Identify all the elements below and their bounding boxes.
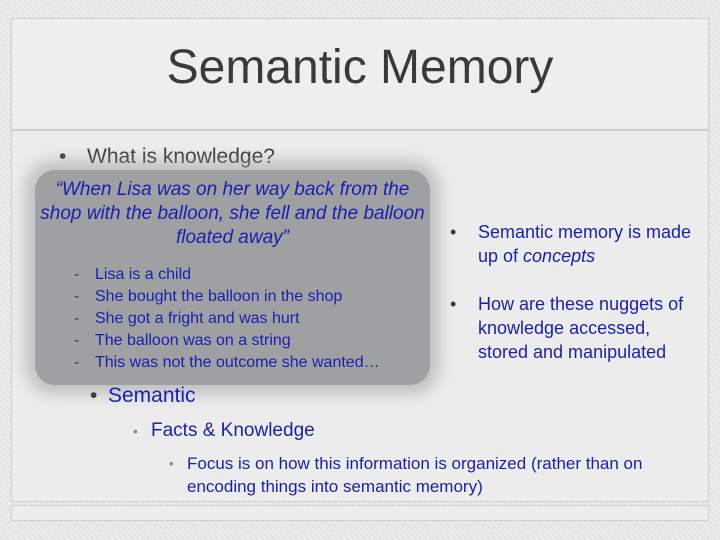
semantic-text: Semantic <box>108 384 196 407</box>
question-text: What is knowledge? <box>87 145 275 168</box>
bullet-icon: • <box>450 294 457 314</box>
dash-icon: - <box>74 332 80 349</box>
story-quote: “When Lisa was on her way back from the shop with the balloon, she fell and the balloon floated away” <box>40 179 425 248</box>
question-bullet <box>59 145 275 169</box>
list-item <box>74 352 380 374</box>
right-points-list <box>450 220 695 388</box>
dash-icon: - <box>74 266 80 283</box>
nuggets-point: How are these nuggets of knowledge accessed, stored and manipulated <box>478 294 684 362</box>
bullet-icon: • <box>450 222 457 242</box>
focus-bullet <box>169 452 679 498</box>
concepts-point-prefix: Semantic memory is made up of <box>478 222 692 266</box>
footer-frame <box>11 505 709 521</box>
story-point: The balloon was on a string <box>95 332 291 349</box>
story-point: She got a fright and was hurt <box>95 310 300 327</box>
list-item <box>74 286 380 308</box>
dash-icon: - <box>74 288 80 305</box>
concepts-emphasis: concepts <box>523 246 596 266</box>
facts-text: Facts & Knowledge <box>151 420 315 441</box>
story-point: Lisa is a child <box>95 266 192 283</box>
list-item <box>450 292 695 364</box>
dash-icon: - <box>74 354 80 371</box>
semantic-bullet <box>90 384 196 408</box>
dash-icon: - <box>74 310 80 327</box>
story-point: She bought the balloon in the shop <box>95 288 343 305</box>
slide-title: Semantic Memory <box>166 41 554 94</box>
list-item <box>74 308 380 330</box>
story-point: This was not the outcome she wanted… <box>95 354 380 371</box>
list-item <box>450 220 695 268</box>
bullet-icon: • <box>169 456 174 471</box>
bullet-icon: • <box>59 145 67 168</box>
list-item <box>74 264 380 286</box>
bullet-icon: • <box>90 384 98 407</box>
story-points-list <box>74 264 380 374</box>
focus-text: Focus is on how this information is organized (rather than on encoding things into semantic memory) <box>187 454 643 496</box>
list-item <box>74 330 380 352</box>
facts-bullet <box>133 420 315 442</box>
bullet-icon: • <box>133 423 138 439</box>
